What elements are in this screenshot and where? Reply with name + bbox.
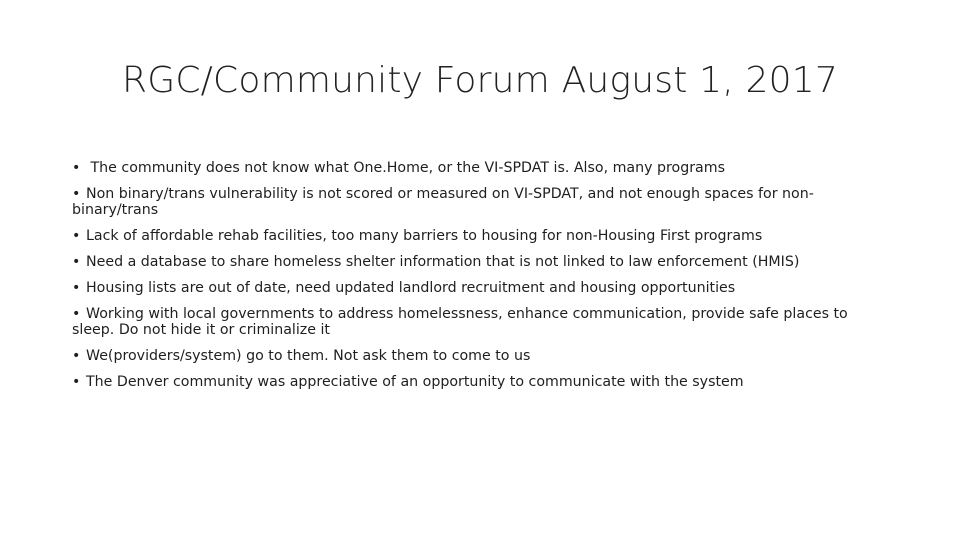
bullet-text: The Denver community was appreciative of an opportunity to communicate with the system: [86, 374, 744, 390]
bullet-text: Housing lists are out of date, need updated landlord recruitment and housing opportunities: [86, 280, 736, 296]
bullet-icon: •: [72, 374, 81, 390]
bullet-text: Non binary/trans vulnerability is not scored or measured on VI-SPDAT, and not enough spaces for non-binary/trans: [72, 186, 814, 218]
bullet-text: Working with local governments to address homelessness, enhance communication, provide safe places to sleep. Do not hide it or criminalize it: [72, 306, 848, 338]
bullet-text: We(providers/system) go to them. Not ask them to come to us: [86, 348, 531, 364]
bullet-text: The community does not know what One.Home, or the VI-SPDAT is. Also, many programs: [86, 160, 725, 176]
bullet-icon: •: [72, 306, 81, 322]
bullet-icon: •: [72, 228, 81, 244]
slide-title: RGC/Community Forum August 1, 2017: [122, 60, 838, 101]
bullet-icon: •: [72, 348, 81, 364]
bullet-icon: •: [72, 186, 81, 202]
bullet-item: [72, 228, 892, 244]
bullet-item: [72, 306, 892, 338]
bullet-icon: •: [72, 160, 81, 176]
bullet-item: [72, 186, 892, 218]
bullet-item: [72, 254, 892, 270]
bullet-list: [72, 160, 892, 400]
bullet-icon: •: [72, 280, 81, 296]
bullet-item: [72, 160, 892, 176]
bullet-text: Lack of affordable rehab facilities, too many barriers to housing for non-Housing First programs: [86, 228, 763, 244]
bullet-text: Need a database to share homeless shelter information that is not linked to law enforcement (HMIS): [86, 254, 800, 270]
bullet-item: [72, 348, 892, 364]
bullet-item: [72, 374, 892, 390]
bullet-item: [72, 280, 892, 296]
bullet-icon: •: [72, 254, 81, 270]
